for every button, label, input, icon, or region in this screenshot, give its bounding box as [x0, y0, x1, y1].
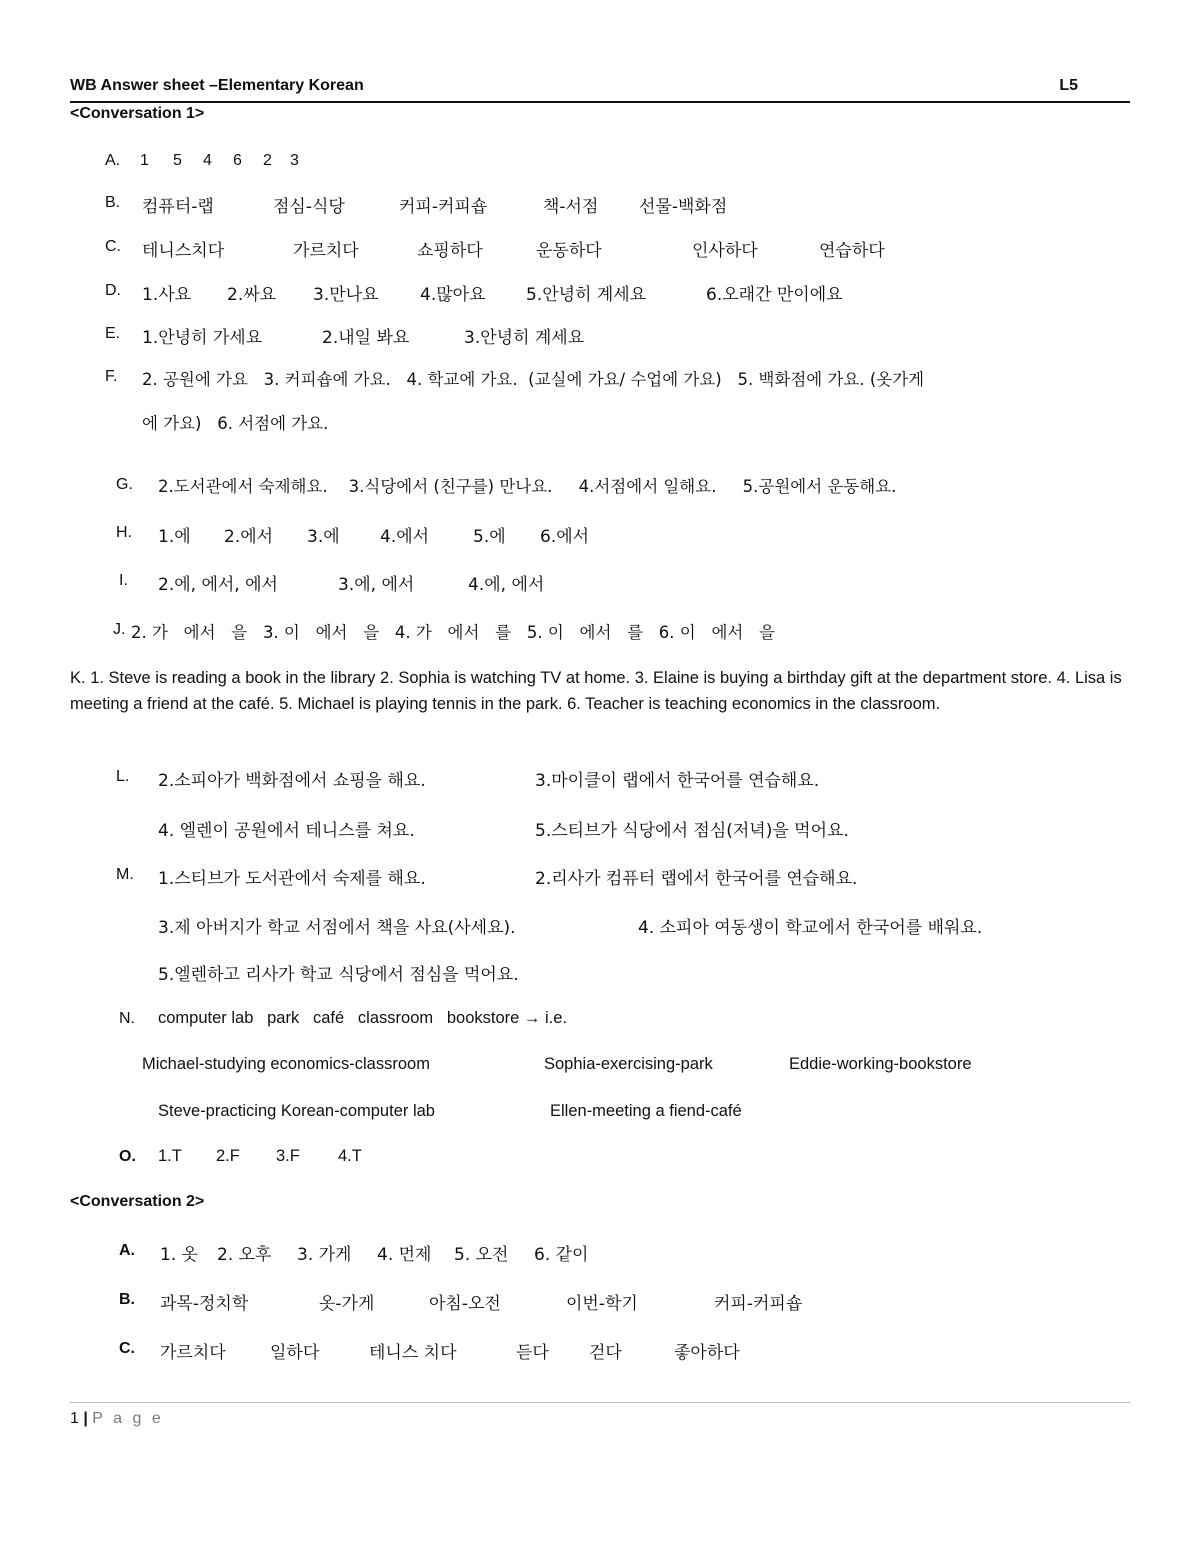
section-e-label: E.: [105, 325, 121, 342]
section-m-answer-4: 4. 소피아 여동생이 학교에서 한국어를 배워요.: [638, 918, 983, 938]
section-c-answers: [142, 236, 885, 261]
section-o-answers: [158, 1147, 362, 1166]
answer-item: 2: [263, 152, 272, 169]
answer-item: 4: [203, 152, 212, 169]
answer-item: 6: [233, 152, 242, 169]
answer-item: 1.T: [158, 1147, 182, 1165]
answer-item: 가르치다: [293, 241, 359, 261]
section-f-answers-line2: 에 가요) 6. 서점에 가요.: [142, 414, 329, 433]
answer-item: 4.에서: [380, 527, 430, 547]
conv2-section-b-answers: [160, 1289, 802, 1314]
section-i-answers: [158, 570, 544, 595]
conv2-section-b-label: B.: [119, 1291, 135, 1308]
section-l-answer-5: 5.스티브가 식당에서 점심(저녁)을 먹어요.: [535, 821, 849, 841]
answer-item: 2.F: [216, 1147, 240, 1165]
section-n-example-1: Michael-studying economics-classroom: [142, 1055, 430, 1073]
section-f-label: F.: [105, 368, 118, 385]
section-l-answer-4: 4. 엘렌이 공원에서 테니스를 쳐요.: [158, 821, 415, 841]
conv2-section-a-answers: [160, 1240, 588, 1265]
section-g-answers: 2.도서관에서 숙제해요. 3.식당에서 (친구를) 만나요. 4.서점에서 일해요. 5.공원에서 운동해요.: [158, 477, 897, 496]
section-n-ie: i.e.: [545, 1009, 568, 1027]
answer-item: 1. 옷: [160, 1245, 199, 1265]
answer-item: 3.안녕히 계세요: [464, 328, 585, 348]
conv2-section-c-label: C.: [119, 1340, 135, 1357]
answer-item: 점심-식당: [273, 197, 345, 217]
answer-item: 선물-백화점: [639, 197, 728, 217]
answer-item: 좋아하다: [674, 1343, 740, 1363]
arrow-icon: →: [523, 1009, 541, 1027]
section-m-label: M.: [116, 866, 134, 883]
answer-item: 2.내일 봐요: [322, 328, 410, 348]
answer-item: 1.사요: [142, 285, 192, 305]
section-n-example-5: Ellen-meeting a fiend-café: [550, 1102, 742, 1120]
answer-item: 4.에, 에서: [468, 575, 545, 595]
answer-item: 이번-학기: [566, 1294, 638, 1314]
answer-item: 2. 오후: [217, 1245, 272, 1265]
answer-item: 4. 먼제: [377, 1245, 432, 1265]
answer-item: 3.F: [276, 1147, 300, 1165]
answer-item: 3.에, 에서: [338, 575, 415, 595]
section-n-example-3: Eddie-working-bookstore: [789, 1055, 972, 1073]
section-h-answers: [158, 522, 589, 547]
section-i-label: I.: [119, 572, 128, 589]
page-footer: [70, 1410, 164, 1428]
section-d-answers: [142, 280, 843, 305]
answer-item: 2.싸요: [227, 285, 277, 305]
answer-item: 가르치다: [160, 1343, 226, 1363]
section-m-answer-5: 5.엘렌하고 리사가 학교 식당에서 점심을 먹어요.: [158, 965, 519, 985]
section-n-places: computer lab park café classroom bookstore: [158, 1009, 520, 1027]
answer-item: 옷-가게: [319, 1294, 375, 1314]
answer-item: 쇼핑하다: [417, 241, 483, 261]
answer-item: 6. 같이: [534, 1245, 589, 1265]
section-k-label: K.: [70, 669, 86, 687]
section-n-example-4: Steve-practicing Korean-computer lab: [158, 1102, 435, 1120]
page-number: 1: [70, 1410, 79, 1427]
footer-divider: [70, 1402, 1130, 1403]
page-word: P a g e: [92, 1410, 164, 1427]
answer-item: 2.에서: [224, 527, 274, 547]
answer-item: 테니스치다: [142, 241, 225, 261]
answer-item: 인사하다: [692, 241, 758, 261]
section-b-label: B.: [105, 194, 121, 211]
answer-item: 2.에, 에서, 에서: [158, 575, 278, 595]
conv2-section-a-label: A.: [119, 1242, 135, 1259]
answer-item: 일하다: [270, 1343, 320, 1363]
conversation-2-heading: <Conversation 2>: [70, 1193, 205, 1210]
answer-item: 아침-오전: [429, 1294, 501, 1314]
section-n-label: N.: [119, 1010, 135, 1027]
section-e-answers: [142, 323, 584, 348]
answer-item: 4.많아요: [420, 285, 486, 305]
conv2-section-c-answers: [160, 1338, 740, 1363]
answer-item: 5: [173, 152, 182, 169]
section-j-label: J.: [113, 621, 126, 638]
section-g-label: G.: [116, 476, 133, 493]
section-l-label: L.: [116, 768, 130, 785]
page-header: [70, 75, 1130, 103]
answer-item: 듣다: [516, 1343, 549, 1363]
answer-item: 운동하다: [536, 241, 602, 261]
section-o-label: O.: [119, 1148, 136, 1165]
header-lesson: L5: [1059, 77, 1078, 94]
answer-item: 1.에: [158, 527, 191, 547]
answer-item: 4.T: [338, 1147, 362, 1165]
section-b-answers: [142, 192, 727, 217]
section-j-answers: 2. 가 에서 을 3. 이 에서 을 4. 가 에서 를 5. 이 에서 를 6. 이 에서 을: [131, 623, 776, 642]
answer-item: 테니스 치다: [369, 1343, 457, 1363]
answer-item: 과목-정치학: [160, 1294, 249, 1314]
answer-item: 커피-커피숍: [714, 1294, 803, 1314]
answer-item: 3: [290, 152, 299, 169]
section-m-answer-1: 1.스티브가 도서관에서 숙제를 해요.: [158, 869, 426, 889]
answer-item: 5.에: [473, 527, 506, 547]
answer-item: 3. 가게: [297, 1245, 352, 1265]
section-l-answer-2: 2.소피아가 백화점에서 쇼핑을 해요.: [158, 771, 426, 791]
answer-item: 커피-커피숍: [399, 197, 488, 217]
answer-item: 3.만나요: [313, 285, 379, 305]
section-f-answers-line1: 2. 공원에 가요 3. 커피숍에 가요. 4. 학교에 가요. (교실에 가요/ 수업에 가요) 5. 백화점에 가요. (옷가게: [142, 370, 925, 389]
footer-separator: |: [83, 1410, 88, 1427]
answer-item: 5. 오전: [454, 1245, 509, 1265]
section-a-answers: [140, 152, 299, 170]
section-n-example-2: Sophia-exercising-park: [544, 1055, 713, 1073]
section-a-label: A.: [105, 152, 121, 169]
answer-item: 1.안녕히 가세요: [142, 328, 263, 348]
answer-item: 3.에: [307, 527, 340, 547]
answer-item: 1: [140, 152, 149, 169]
header-title: WB Answer sheet –Elementary Korean: [70, 77, 364, 94]
answer-item: 6.오래간 만이에요: [706, 285, 843, 305]
answer-item: 5.안녕히 계세요: [526, 285, 647, 305]
answer-item: 컴퓨터-랩: [142, 197, 214, 217]
answer-item: 책-서점: [543, 197, 599, 217]
section-d-label: D.: [105, 282, 121, 299]
answer-item: 걷다: [589, 1343, 622, 1363]
conversation-1-heading: <Conversation 1>: [70, 105, 205, 122]
section-k: [70, 665, 1130, 717]
section-l-answer-3: 3.마이클이 랩에서 한국어를 연습해요.: [535, 771, 820, 791]
section-m-answer-3: 3.제 아버지가 학교 서점에서 책을 사요(사세요).: [158, 918, 516, 938]
section-c-label: C.: [105, 238, 121, 255]
section-k-answers: 1. Steve is reading a book in the library 2. Sophia is watching TV at home. 3. Elaine is buying a birthday gift at the department store. 4. Lisa is meeting a friend at the café. 5. Michael is playing tennis in the park. 6. Teacher is teaching economics in the classroom.: [70, 669, 1122, 713]
answer-item: 연습하다: [819, 241, 885, 261]
section-h-label: H.: [116, 524, 132, 541]
section-m-answer-2: 2.리사가 컴퓨터 랩에서 한국어를 연습해요.: [535, 869, 858, 889]
section-n-answers: [158, 1009, 567, 1028]
answer-item: 6.에서: [540, 527, 590, 547]
